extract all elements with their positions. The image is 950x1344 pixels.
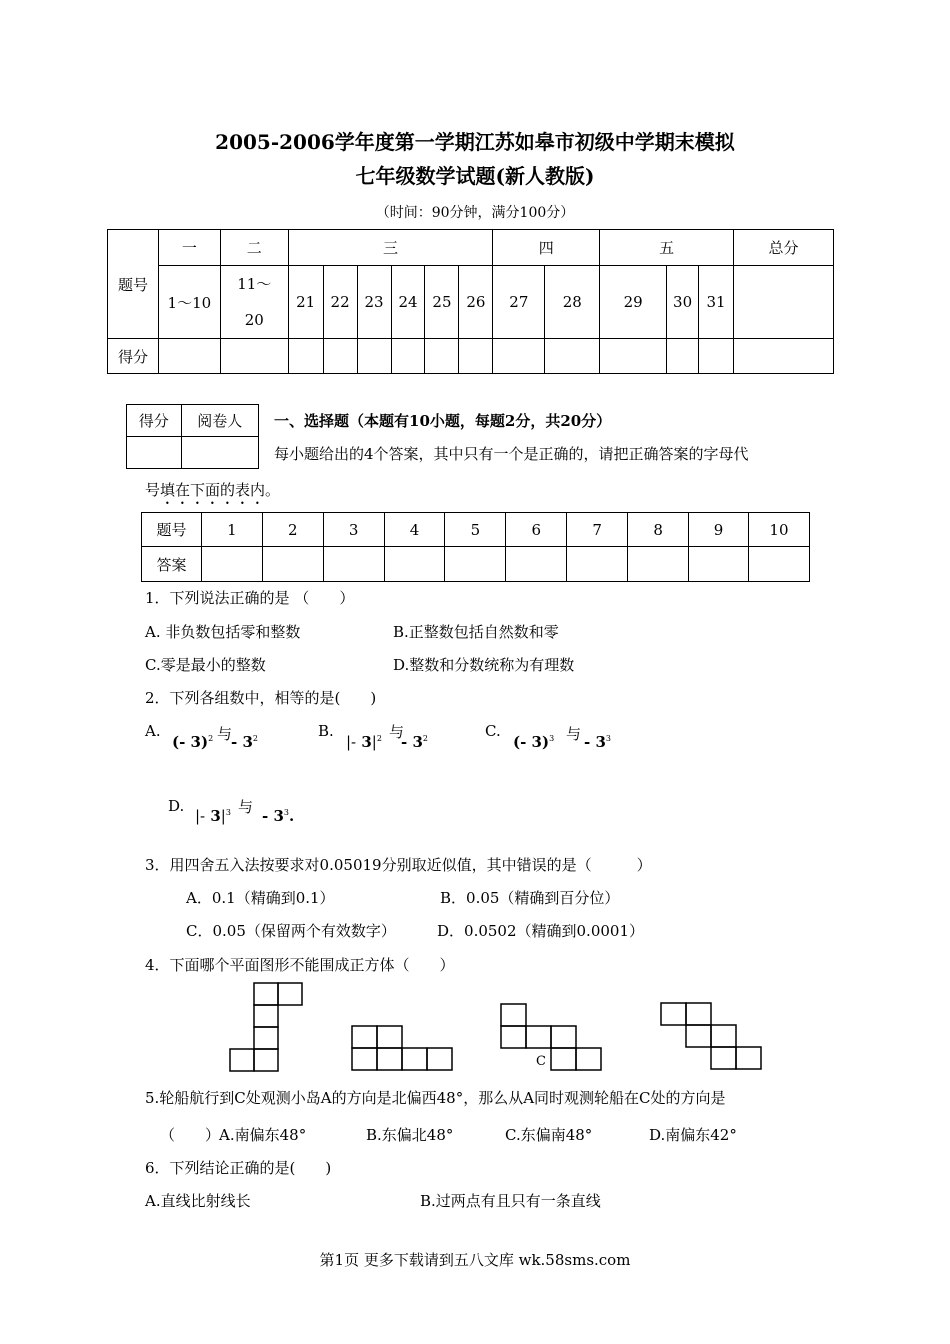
q2-b-expr1: |- $3|^2$ [346,733,382,751]
score-cell [158,339,220,374]
answer-col-header: 8 [628,513,689,547]
answer-col-header: 10 [748,513,809,547]
section1-instruction-line2 [145,479,280,508]
q2-d-expr2: - $3^3$. [262,807,295,825]
score-cell [667,339,699,374]
q2-b-expr2: - $3^2$ [401,733,428,751]
answer-col-header: 1 [201,513,262,547]
q6-option-a: A.直线比射线长 [145,1192,251,1210]
section1-instruction-line1: 每小题给出的4个答案，其中只有一个是正确的，请把正确答案的字母代 [274,445,749,463]
q2-c-yu: 与 [566,725,582,743]
grader-name-cell [181,437,258,469]
score-cell [493,339,545,374]
score-cell [545,339,600,374]
q2-d-yu: 与 [238,798,254,816]
grader-score-label: 得分 [127,405,182,437]
answer-cell [567,547,628,582]
score-num: 31 [699,266,734,339]
score-num: 25 [425,266,459,339]
q3-stem: 3．用四舍五入法按要求对0.05019分别取近似值，其中错误的是（ ） [145,856,652,874]
q2-option-c-label: C. [485,722,501,740]
score-num: 30 [667,266,699,339]
answer-col-header: 6 [506,513,567,547]
instruction-suffix: 。 [265,481,281,499]
q5-stem: 5.轮船航行到C处观测小岛A的方向是北偏西48°，那么从A同时观测轮船在C处的方向是 [145,1089,726,1107]
score-num-11: 11～ [237,275,272,293]
answer-col-header: 5 [445,513,506,547]
grader-name-label: 阅卷人 [181,405,258,437]
q5-option-d: D.南偏东42° [649,1126,737,1144]
q1-option-b: B.正整数包括自然数和零 [393,623,559,641]
instruction-prefix: 号 [145,481,161,499]
q2-a-expr2: - $3^2$ [231,733,258,751]
q4-net-c [500,1003,604,1073]
q2-option-a-label: A. [145,722,161,740]
q3-option-c: C．0.05（保留两个有效数字） [186,922,396,940]
q4-net-c-label: C [536,1054,546,1069]
answer-cell [689,547,749,582]
score-num: 23 [357,266,391,339]
q2-b-yu: 与 [389,723,405,741]
q3-option-a: A．0.1（精确到0.1） [186,889,335,907]
score-cell [357,339,391,374]
q5-option-b: B.东偏北48° [366,1126,454,1144]
answer-cell [201,547,262,582]
q1-stem: 1．下列说法正确的是 （ ） [145,589,355,607]
score-num: 1～10 [158,266,220,339]
exam-subtitle: （时间：90分钟，满分100分） [375,205,575,221]
answer-label-daan: 答案 [142,547,202,582]
score-label-tihao: 题号 [108,230,159,339]
q4-net-d [660,1002,764,1072]
score-section-total: 总分 [734,230,834,266]
q2-option-d-label: D. [168,797,185,815]
q5-paren: （ ） [160,1126,221,1144]
answer-cell [748,547,809,582]
score-cell [323,339,357,374]
grader-box [126,404,259,469]
q1-option-a: A. 非负数包括零和整数 [145,623,301,641]
score-cell [391,339,425,374]
score-num-11-20 [220,266,288,339]
q4-net-b [351,1025,453,1073]
score-table [107,229,834,374]
q5-option-c: C.东偏南48° [505,1126,593,1144]
q5-option-a: A.南偏东48° [219,1126,307,1144]
exam-title-line1: 2005-2006学年度第一学期江苏如皋市初级中学期末模拟 [215,130,735,154]
answer-label-tihao: 题号 [142,513,202,547]
q2-c-expr1: (- 3)$^3$ [513,733,555,751]
score-section-1: 一 [158,230,220,266]
q2-c-expr2: - $3^3$ [584,733,611,751]
exam-title-line2: 七年级数学试题(新人教版) [355,164,595,188]
score-label-defen: 得分 [108,339,159,374]
score-cell [699,339,734,374]
q2-a-yu: 与 [217,725,233,743]
answer-col-header: 9 [689,513,749,547]
q4-stem: 4．下面哪个平面图形不能围成正方体（ ） [145,956,455,974]
section1-heading: 一、选择题（本题有10小题，每题2分，共20分） [274,412,612,430]
q2-d-expr1: |- $3|^3$ [195,807,231,825]
score-num: 27 [493,266,545,339]
q3-option-d: D．0.0502（精确到0.0001） [437,922,644,940]
q6-stem: 6．下列结论正确的是( ) [145,1159,332,1177]
page-footer: 第1页 更多下载请到五八文库 wk.58sms.com [319,1251,631,1269]
answer-table [141,512,810,582]
q3-option-b: B．0.05（精确到百分位） [440,889,620,907]
score-cell [220,339,288,374]
q1-option-c: C.零是最小的整数 [145,656,266,674]
answer-cell [262,547,323,582]
score-num: 28 [545,266,600,339]
score-num: 24 [391,266,425,339]
q1-option-d: D.整数和分数统称为有理数 [393,656,575,674]
grader-score-cell [127,437,182,469]
answer-col-header: 3 [323,513,384,547]
score-cell [734,339,834,374]
score-num: 26 [459,266,493,339]
score-cell [425,339,459,374]
score-section-3: 三 [288,230,493,266]
instruction-emphasis: 填在下面的表内 [160,481,266,499]
q2-stem: 2．下列各组数中，相等的是( ) [145,689,377,707]
answer-cell [445,547,506,582]
answer-cell [506,547,567,582]
score-cell [600,339,667,374]
answer-cell [323,547,384,582]
q6-option-b: B.过两点有且只有一条直线 [420,1192,601,1210]
score-num-20: 20 [244,311,264,329]
answer-col-header: 2 [262,513,323,547]
score-total-cell [734,266,834,339]
answer-col-header: 4 [384,513,445,547]
score-section-4: 四 [493,230,600,266]
answer-col-header: 7 [567,513,628,547]
score-num: 29 [600,266,667,339]
score-cell [459,339,493,374]
score-num: 22 [323,266,357,339]
score-num: 21 [288,266,323,339]
score-cell [288,339,323,374]
answer-cell [628,547,689,582]
q2-a-expr1: (- 3)$^2$ [172,733,214,751]
q4-net-a [229,982,309,1074]
score-section-5: 五 [600,230,734,266]
score-section-2: 二 [220,230,288,266]
answer-cell [384,547,445,582]
q2-option-b-label: B. [318,722,334,740]
